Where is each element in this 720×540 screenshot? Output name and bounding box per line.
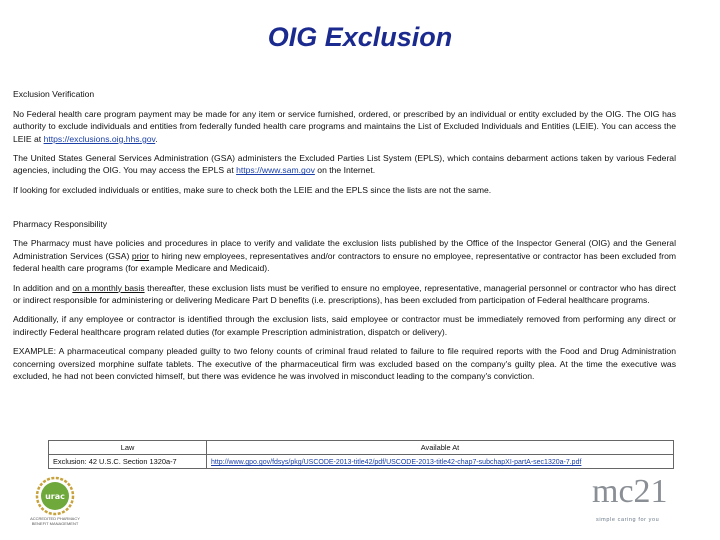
paragraph-removal: Additionally, if any employee or contractor is identified through the exclusion lists, said employee or contractor must be immediately removed from performing any direct or indirectly Federal healthcare program related duties (for example Prescription administration, dispatch or delivery). [13,314,676,337]
law-table-header [49,441,674,455]
leie-link[interactable]: https://exclusions.oig.hhs.gov [43,133,156,144]
paragraph-leie-text: No Federal health care program payment may be made for any item or service furnished, ordered, or prescribed by an individual or entity excluded by the OIG. The OIG has authority to exclude individuals and entities from federally funded health care programs and maintains the List of Excluded Individuals and Entities (LEIE). You can access the LEIE at [13,108,676,144]
url-cell [207,455,674,469]
table-row [49,455,674,469]
content-body [13,88,676,389]
page-title: OIG Exclusion [267,22,453,52]
paragraph-epls [13,152,676,177]
paragraph-leie-end: . [155,133,158,144]
prior-emphasis: prior [131,250,150,261]
paragraph-leie [13,108,676,146]
sam-link[interactable]: https://www.sam.gov [236,165,315,176]
law-header: Law [49,441,207,455]
paragraph-policies-a: The Pharmacy must have policies and procedures in place to verify and validate the exclusion lists published by the Office of the Inspector General (OIG) and the General Administration Services (GSA) [13,238,676,261]
paragraph-monthly-a: In addition and [13,282,73,293]
paragraph-example: EXAMPLE: A pharmaceutical company pleaded guilty to two felony counts of criminal fraud related to failure to file required reports with the Food and Drug Administration concerning oversized morphine sulfate tablets. The executive of the pharmaceutical firm was excluded based on the company's guilty plea. At the time the executive was excluded, he had not been convicted himself, but there was evidence he was involved in misconduct leading to the company's conviction. [13,345,676,382]
paragraph-epls-end: on the Internet. [314,165,376,176]
urac-logo-text: urac [45,492,65,501]
paragraph-monthly [13,282,676,307]
mc21-logo-icon [590,470,680,510]
paragraph-monthly-b: thereafter, these exclusion lists must be verified to ensure no employee, representative, managerial personnel or contractor who has direct or indirect responsible for administering or delivering Medicare Part D benefits (i.e. prescriptions), has been excluded from participation of Federal healthcare programs. [13,282,677,306]
urac-accreditation-text: ACCREDITED PHARMACY BENEFIT MANAGEMENT [30,516,80,526]
paragraph-policies-b: to hiring new employees, representatives and/or contractors to ensure no employee, representative or contractor has been excluded from federal health care programs (for example Medicare and Medicaid). [13,250,677,274]
law-cell: Exclusion: 42 U.S.C. Section 1320a-7 [49,455,207,469]
gpo-link[interactable]: http://www.gpo.gov/fdsys/pkg/USCODE-2013-title42/pdf/USCODE-2013-title42-chap7-subchapXI-partA-sec1320a-7.pdf [211,459,582,466]
monthly-emphasis: on a monthly basis [72,282,145,293]
available-at-header: Available At [207,441,674,455]
paragraph-epls-text: The United States General Services Administration (GSA) administers the Excluded Parties List System (EPLS), which contains debarment actions taken by various Federal agencies, including the OIG. You may access the EPLS at [13,152,676,176]
mc21-tagline: simple caring for you [596,517,660,523]
paragraph-check-both: If looking for excluded individuals or entities, make sure to check both the LEIE and the EPLS since the lists are not the same. [13,184,492,195]
pharmacy-heading: Pharmacy Responsibility [13,218,108,229]
paragraph-policies [13,237,676,275]
verification-heading: Exclusion Verification [13,89,95,99]
law-table [48,440,674,469]
mc21-logo-text: mc21 [592,473,668,510]
